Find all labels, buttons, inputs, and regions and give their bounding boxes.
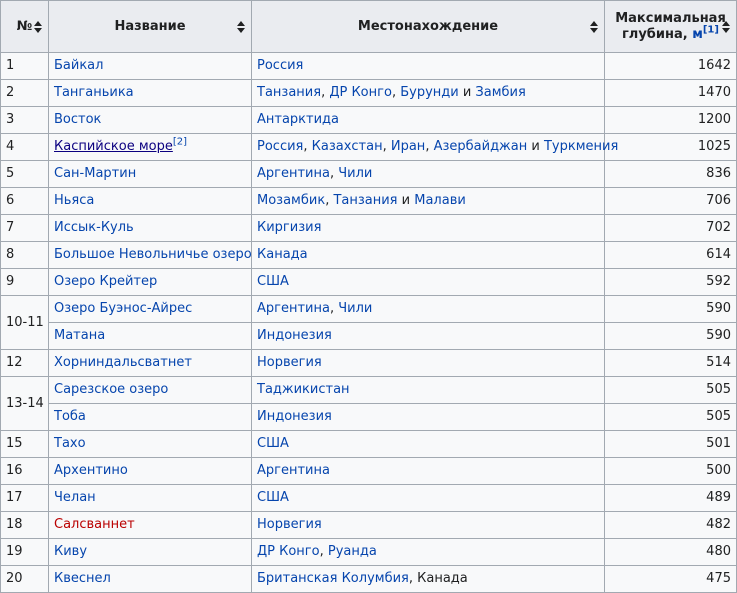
name-cell — [49, 431, 252, 458]
rank-cell: 9 — [1, 269, 49, 296]
location-cell — [252, 431, 605, 458]
column-header-location-label: Местонахождение — [357, 18, 499, 34]
table-row — [1, 512, 737, 539]
table-row — [1, 188, 737, 215]
country-link[interactable]: Аргентина — [257, 301, 330, 316]
table-row — [1, 296, 737, 323]
rank-cell: 17 — [1, 485, 49, 512]
country-link[interactable]: Антарктида — [257, 112, 340, 127]
location-cell — [252, 269, 605, 296]
column-header-name-label: Название — [114, 18, 186, 34]
table-row — [1, 404, 737, 431]
location-text: , — [391, 85, 401, 100]
location-cell — [252, 134, 619, 161]
depth-cell: 836 — [605, 161, 737, 188]
sort-icon[interactable] — [237, 21, 245, 33]
table-row — [1, 539, 737, 566]
name-cell — [49, 458, 252, 485]
depth-cell: 505 — [605, 404, 737, 431]
name-cell — [49, 242, 252, 269]
location-cell — [252, 161, 605, 188]
location-text: , — [325, 193, 334, 208]
country-link[interactable]: Канада — [257, 247, 308, 262]
column-header-number[interactable] — [1, 1, 49, 53]
location-text: , — [425, 139, 434, 154]
depth-cell: 706 — [605, 188, 737, 215]
location-text: , — [408, 571, 418, 586]
location-text: , — [303, 139, 312, 154]
rank-cell: 15 — [1, 431, 49, 458]
header-row — [1, 1, 737, 53]
country-link[interactable]: Киргизия — [257, 220, 322, 235]
country-link[interactable]: США — [257, 436, 289, 451]
country-link[interactable]: Норвегия — [257, 517, 322, 532]
depth-cell: 592 — [605, 269, 737, 296]
lake-name-link[interactable]: Танганьика — [54, 85, 134, 100]
location-text: , — [321, 85, 330, 100]
country-link[interactable]: Аргентина — [257, 166, 330, 181]
location-text: , — [382, 139, 391, 154]
lake-name-link[interactable]: Озеро Буэнос-Айрес — [54, 301, 193, 316]
lake-name-link[interactable]: Байкал — [54, 58, 104, 73]
depth-cell: 489 — [605, 485, 737, 512]
location-text: , — [329, 166, 339, 181]
depth-cell: 1470 — [605, 80, 737, 107]
rank-cell: 2 — [1, 80, 49, 107]
table-row — [1, 242, 737, 269]
location-cell — [252, 539, 605, 566]
country-link[interactable]: Россия — [257, 58, 304, 73]
depth-cell: 614 — [605, 242, 737, 269]
depth-cell: 590 — [605, 296, 737, 323]
rank-cell: 5 — [1, 161, 49, 188]
depth-cell: 1025 — [605, 134, 737, 161]
lake-name-link[interactable]: Сарезское озеро — [54, 382, 169, 397]
table-row — [1, 53, 737, 80]
depth-cell: 505 — [605, 377, 737, 404]
country-link[interactable]: Чили — [338, 166, 373, 181]
name-cell — [49, 377, 252, 404]
country-link[interactable]: Таджикистан — [257, 382, 350, 397]
country-link[interactable]: Иран — [390, 139, 426, 154]
lake-name-link[interactable]: Киву — [54, 544, 88, 559]
table-row — [1, 377, 737, 404]
name-cell — [49, 296, 252, 323]
column-header-depth-line1: Максимальная — [615, 10, 726, 26]
depth-unit-link[interactable]: м — [692, 26, 703, 42]
name-cell — [49, 350, 252, 377]
country-link[interactable]: Азербайджан — [433, 139, 528, 154]
lake-name-link[interactable]: Восток — [54, 112, 102, 127]
country-link[interactable]: Чили — [338, 301, 373, 316]
lake-name-link[interactable]: Тахо — [54, 436, 86, 451]
location-cell — [252, 323, 605, 350]
lake-name-link[interactable]: Квеснел — [54, 571, 111, 586]
lake-name-link[interactable]: Большое Невольничье озеро — [54, 247, 252, 262]
table-row — [1, 107, 737, 134]
lake-name-link[interactable]: Тоба — [54, 409, 86, 424]
country-link[interactable]: Танзания — [257, 85, 322, 100]
table-row — [1, 485, 737, 512]
name-cell — [49, 323, 252, 350]
sort-icon[interactable] — [722, 21, 730, 33]
country-link[interactable]: Россия — [257, 139, 304, 154]
name-cell — [49, 512, 252, 539]
table-row — [1, 350, 737, 377]
lake-name-link[interactable]: Каспийское море — [54, 139, 173, 154]
location-text: и — [397, 193, 415, 208]
depth-cell: 482 — [605, 512, 737, 539]
depth-cell: 702 — [605, 215, 737, 242]
lake-name-link[interactable]: Хорниндальсватнет — [54, 355, 192, 370]
reference-link[interactable]: [2] — [172, 136, 188, 148]
rank-cell: 8 — [1, 242, 49, 269]
depth-cell: 475 — [605, 566, 737, 593]
column-header-depth-line2: глубина, — [622, 26, 688, 42]
rank-cell: 20 — [1, 566, 49, 593]
column-header-number-label: № — [16, 18, 33, 34]
location-cell — [252, 80, 605, 107]
rank-cell: 10-11 — [1, 296, 49, 350]
table-row — [1, 215, 737, 242]
table-row — [1, 566, 737, 593]
name-cell — [49, 134, 252, 161]
country-link[interactable]: Танзания — [333, 193, 398, 208]
country-link[interactable]: ДР Конго — [329, 85, 392, 100]
name-cell — [49, 53, 252, 80]
location-cell — [252, 350, 605, 377]
depth-cell: 1642 — [605, 53, 737, 80]
country-link[interactable]: Туркмения — [543, 139, 619, 154]
name-cell — [49, 539, 252, 566]
depth-cell: 501 — [605, 431, 737, 458]
country-link[interactable]: Замбия — [475, 85, 526, 100]
depth-cell: 1200 — [605, 107, 737, 134]
country-link[interactable]: Казахстан — [311, 139, 383, 154]
table-body — [1, 53, 737, 593]
rank-cell: 16 — [1, 458, 49, 485]
location-cell — [252, 107, 605, 134]
name-cell — [49, 485, 252, 512]
sort-icon[interactable] — [590, 21, 598, 33]
country-link[interactable]: Бурунди — [400, 85, 459, 100]
country-link[interactable]: Британская Колумбия — [257, 571, 409, 586]
table-row — [1, 269, 737, 296]
column-header-location[interactable] — [252, 1, 605, 53]
lake-name-link[interactable]: Сан-Мартин — [54, 166, 137, 181]
table-row — [1, 161, 737, 188]
name-cell — [49, 188, 252, 215]
location-cell — [252, 242, 605, 269]
name-cell — [49, 161, 252, 188]
rank-cell: 1 — [1, 53, 49, 80]
rank-cell: 12 — [1, 350, 49, 377]
name-cell — [49, 269, 252, 296]
location-cell — [252, 485, 605, 512]
country-link[interactable]: США — [257, 490, 289, 505]
rank-cell: 7 — [1, 215, 49, 242]
rank-cell: 6 — [1, 188, 49, 215]
table-row — [1, 458, 737, 485]
rank-cell: 18 — [1, 512, 49, 539]
table-row — [1, 323, 737, 350]
location-cell — [252, 512, 605, 539]
country-link[interactable]: Аргентина — [257, 463, 330, 478]
location-cell — [252, 53, 605, 80]
location-text: и — [458, 85, 476, 100]
lake-name-link[interactable]: Иссык-Куль — [54, 220, 134, 235]
country-link[interactable]: Малави — [414, 193, 466, 208]
depth-cell: 590 — [605, 323, 737, 350]
name-cell — [49, 404, 252, 431]
name-cell — [49, 107, 252, 134]
name-cell — [49, 215, 252, 242]
location-cell — [252, 188, 605, 215]
table-row — [1, 80, 737, 107]
table-row — [1, 134, 737, 161]
location-cell — [252, 404, 605, 431]
location-cell — [252, 377, 605, 404]
country-link[interactable]: Индонезия — [257, 409, 332, 424]
lake-name-link[interactable]: Матана — [54, 328, 106, 343]
table-row — [1, 431, 737, 458]
name-cell — [49, 566, 252, 593]
location-text: и — [527, 139, 544, 154]
lake-name-link[interactable]: Архентино — [54, 463, 128, 478]
lake-name-link[interactable]: Челан — [54, 490, 96, 505]
country-link[interactable]: Норвегия — [257, 355, 322, 370]
reference-link[interactable]: [1] — [702, 24, 719, 36]
country-link[interactable]: США — [257, 274, 289, 289]
rank-cell: 19 — [1, 539, 49, 566]
depth-cell: 500 — [605, 458, 737, 485]
location-cell — [252, 296, 605, 323]
location-text: , — [319, 544, 328, 559]
column-header-depth[interactable] — [605, 1, 737, 53]
sort-icon[interactable] — [34, 21, 42, 33]
lake-name-link[interactable]: Салсваннет — [54, 517, 135, 532]
location-text: , — [329, 301, 339, 316]
country-link[interactable]: Мозамбик — [257, 193, 326, 208]
location-cell — [252, 215, 605, 242]
rank-cell: 13-14 — [1, 377, 49, 431]
location-text: Канада — [417, 571, 468, 586]
column-header-name[interactable] — [49, 1, 252, 53]
depth-cell: 480 — [605, 539, 737, 566]
location-cell — [252, 458, 605, 485]
depth-cell: 514 — [605, 350, 737, 377]
country-link[interactable]: Руанда — [327, 544, 377, 559]
lake-name-link[interactable]: Озеро Крейтер — [54, 274, 158, 289]
name-cell — [49, 80, 252, 107]
lake-name-link[interactable]: Ньяса — [54, 193, 95, 208]
rank-cell: 3 — [1, 107, 49, 134]
country-link[interactable]: ДР Конго — [257, 544, 320, 559]
country-link[interactable]: Индонезия — [257, 328, 332, 343]
location-cell — [252, 566, 605, 593]
rank-cell: 4 — [1, 134, 49, 161]
